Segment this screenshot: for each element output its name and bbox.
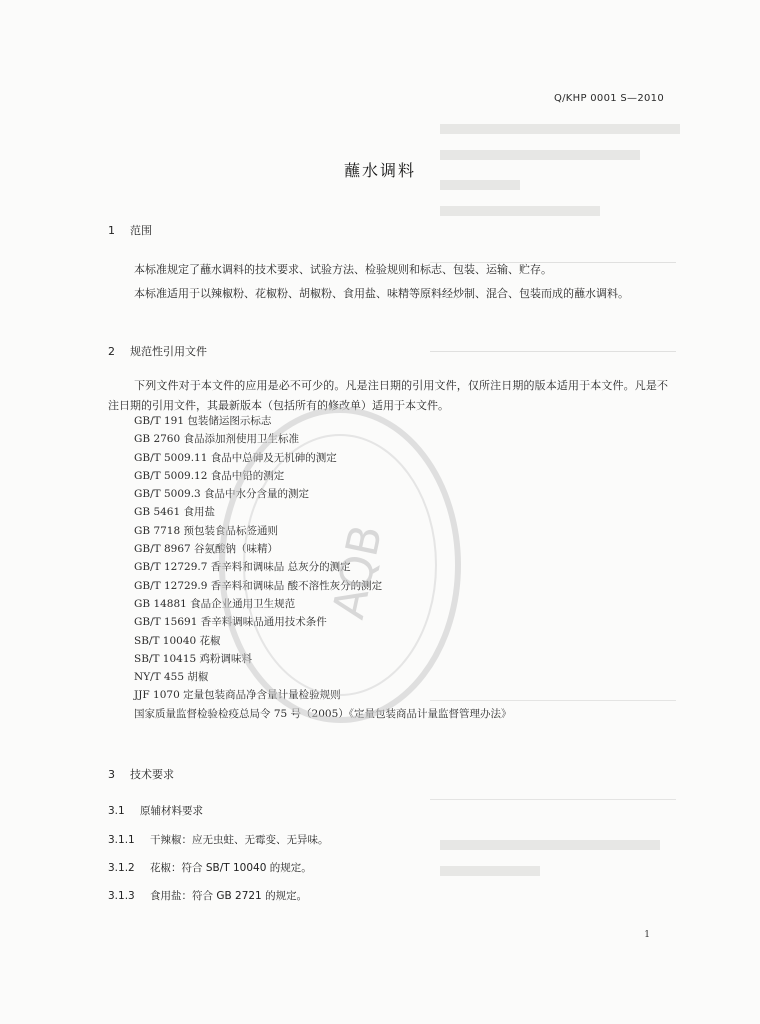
- clause: [108, 832, 329, 847]
- clause-number: 3.1.1: [108, 834, 135, 846]
- reference-item: GB/T 5009.12 食品中铅的测定: [134, 469, 285, 482]
- standard-code: Q/KHP 0001 S—2010: [553, 93, 664, 104]
- bleed-through-line: [440, 840, 660, 850]
- section-title: 范围: [130, 224, 152, 237]
- reference-item: 国家质量监督检验检疫总局令 75 号（2005）《定量包装商品计量监督管理办法》: [134, 707, 512, 720]
- reference-item: GB 14881 食品企业通用卫生规范: [134, 597, 296, 610]
- section-heading-tech-requirements: [108, 766, 174, 782]
- reference-item: SB/T 10040 花椒: [134, 634, 221, 647]
- reference-item: GB/T 191 包装储运图示标志: [134, 415, 272, 427]
- section-number: 2: [108, 345, 115, 358]
- bleed-through-line: [440, 206, 600, 216]
- reference-item: GB/T 15691 香辛料调味品通用技术条件: [134, 616, 327, 629]
- reference-item: NY/T 455 胡椒: [134, 671, 209, 684]
- bleed-through-line: [440, 866, 540, 876]
- reference-item: GB/T 12729.7 香辛料和调味品 总灰分的测定: [134, 561, 351, 574]
- clause: [108, 860, 312, 875]
- clause-text: 食用盐：符合 GB 2721 的规定。: [150, 890, 308, 902]
- reference-item: GB/T 8967 谷氨酸钠（味精）: [134, 543, 279, 556]
- reference-item: GB 2760 食品添加剂使用卫生标准: [134, 433, 300, 446]
- reference-item: GB/T 5009.3 食品中水分含量的测定: [134, 488, 310, 501]
- reference-item: GB 7718 预包装食品标签通则: [134, 524, 279, 537]
- bleed-through-line: [440, 124, 680, 134]
- section-number: 1: [108, 224, 115, 237]
- clause-text: 干辣椒：应无虫蛀、无霉变、无异味。: [150, 834, 329, 846]
- scope-paragraph-1: 本标准规定了蘸水调料的技术要求、试验方法、检验规则和标志、包装、运输、贮存。: [134, 263, 552, 276]
- reference-item: GB/T 5009.11 食品中总砷及无机砷的测定: [134, 451, 337, 464]
- subsection-title: 原辅材料要求: [140, 805, 203, 817]
- section-title: 技术要求: [130, 768, 174, 781]
- clause: [108, 888, 307, 903]
- reference-item: SB/T 10415 鸡粉调味料: [134, 652, 253, 665]
- normative-refs-intro: 下列文件对于本文件的应用是必不可少的。凡是注日期的引用文件，仅所注日期的版本适用于本文件。凡是不注日期的引用文件，其最新版本（包括所有的修改单）适用于本文件。: [108, 379, 668, 412]
- clause-number: 3.1.2: [108, 862, 135, 874]
- scope-paragraph-2: 本标准适用于以辣椒粉、花椒粉、胡椒粉、食用盐、味精等原料经炒制、混合、包装而成的蘸水调料。: [134, 287, 629, 300]
- document-title: 蘸水调料: [343, 161, 416, 180]
- section-heading-scope: [108, 222, 152, 238]
- reference-list: [134, 412, 512, 723]
- subsection-heading: [108, 803, 203, 818]
- reference-item: JJF 1070 定量包装商品净含量计量检验规则: [134, 689, 341, 702]
- bleed-through-line: [440, 180, 520, 190]
- section-number: 3: [108, 768, 115, 781]
- section-title: 规范性引用文件: [130, 345, 207, 358]
- subsection-number: 3.1: [108, 805, 125, 817]
- clause-text: 花椒：符合 SB/T 10040 的规定。: [150, 862, 312, 874]
- stamp-text: AQB: [323, 520, 393, 624]
- page-number: 1: [644, 930, 650, 940]
- section-heading-normative-refs: [108, 343, 207, 359]
- reference-item: GB/T 12729.9 香辛料和调味品 酸不溶性灰分的测定: [134, 579, 383, 592]
- clause-number: 3.1.3: [108, 890, 135, 902]
- reference-item: GB 5461 食用盐: [134, 506, 216, 519]
